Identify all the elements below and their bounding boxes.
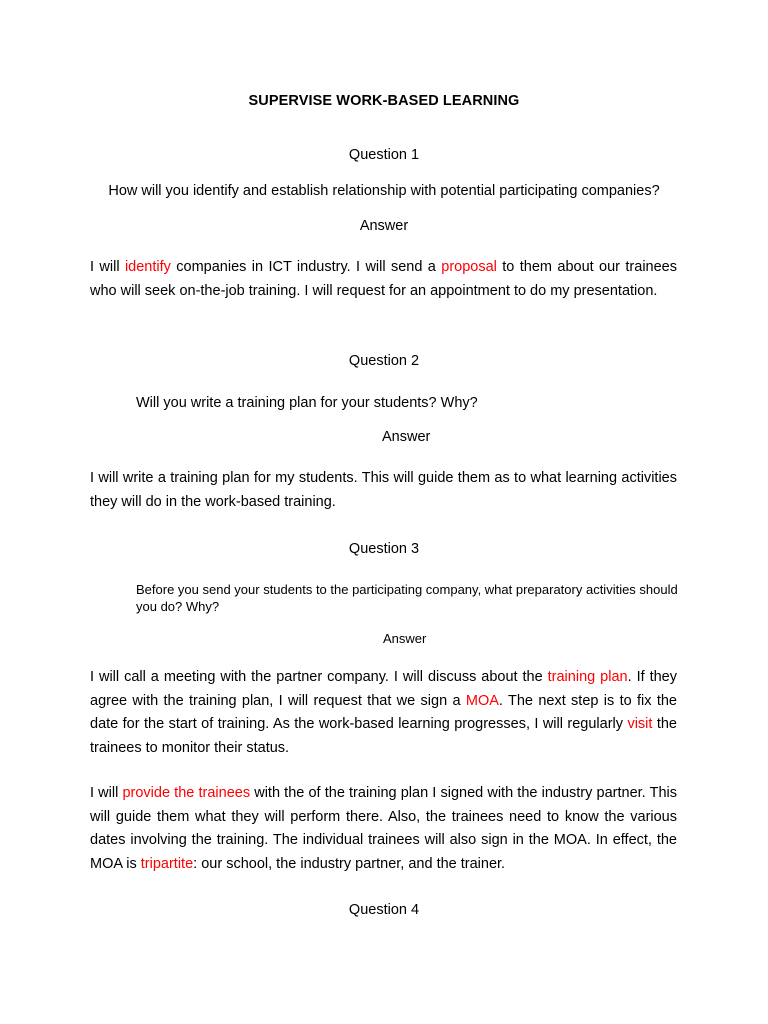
question-4-heading: Question 4 <box>348 902 420 918</box>
highlight-moa: MOA <box>465 692 499 709</box>
question-2-heading: Question 2 <box>348 353 420 369</box>
question-3-answer-paragraph-1: I will call a meeting with the partner company. I will discuss about the training plan. If they agree with the training plan, I will request that we sign a MOA. The next step is to fix the date for the start of training. As the work-based learning progresses, I will regularly visit the trainees to monitor their status. <box>90 669 678 756</box>
question-1-heading: Question 1 <box>348 147 420 163</box>
highlight-training-plan: training plan <box>547 669 628 685</box>
question-1-answer-label: Answer <box>359 218 409 234</box>
question-3-answer-paragraph-2: I will provide the trainees with the of the training plan I signed with the industry partner. This will guide them what they will perform there. Also, the trainees need to know the various dates involving the training. The individual trainees will also sign in the MOA. In effect, the MOA is tripartite: our school, the industry partner, and the trainer. <box>90 785 677 872</box>
question-3-text: Before you send your students to the participating company, what preparatory activities should you do? Why? <box>136 582 678 614</box>
question-3-answer-label: Answer <box>383 631 427 646</box>
question-2-text: Will you write a training plan for your students? Why? <box>136 395 478 411</box>
highlight-provide-the-trainees: provide the trainees <box>122 785 251 801</box>
question-1-answer: I will identify companies in ICT industry. I will send a proposal to them about our trainees who will seek on-the-job training. I will request for an appointment to do my presentation. <box>90 259 677 299</box>
question-2-answer-label: Answer <box>382 429 431 445</box>
highlight-identify: identify <box>124 259 171 275</box>
highlight-proposal: proposal <box>441 259 497 275</box>
question-2-answer: I will write a training plan for my students. This will guide them as to what learning activities they will do in the work-based training. <box>90 470 677 510</box>
highlight-visit: visit <box>627 716 653 732</box>
highlight-tripartite: tripartite <box>140 855 194 872</box>
document-title: SUPERVISE WORK-BASED LEARNING <box>248 93 520 109</box>
question-3-heading: Question 3 <box>348 541 420 557</box>
question-1-text: How will you identify and establish relationship with potential participating companies? <box>108 183 660 199</box>
